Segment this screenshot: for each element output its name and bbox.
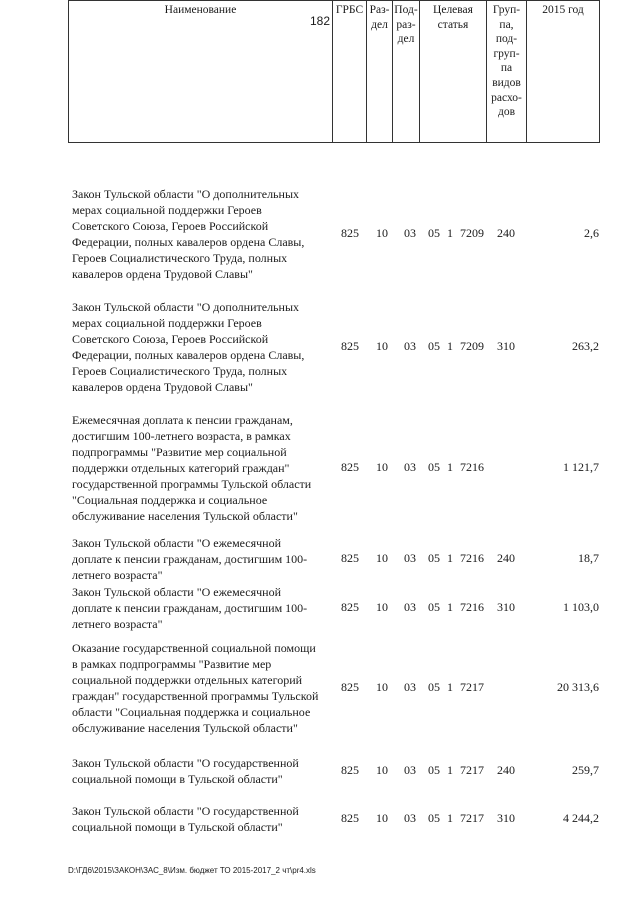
row-grbs: 825 [341,339,359,353]
row-name: Закон Тульской области "О дополнительных мерах социальной поддержки Героев Советского Союза, Героев Российской Федерации, полных кавалеров ордена Славы, Героев Социалистического Труда, полных кавалеров ордена Трудовой Славы" [72,300,305,394]
row-tsel: 05 1 7216 [428,460,484,474]
row-name: Закон Тульской области "О ежемесячной доплате к пенсии гражданам, достигшим 100- летнего возраста" [72,536,308,582]
row-name: Закон Тульской области "О дополнительных мерах социальной поддержки Героев Советского Союза, Героев Российской Федерации, полных кавалеров ордена Славы, Героев Социалистического Труда, полных кавалеров ордена Трудовой Славы" [72,187,305,281]
row-grbs: 825 [341,460,359,474]
row-grbs: 825 [341,811,359,825]
header-podrazdel: Под- раз- дел [393,0,420,143]
row-vid: 240 [497,551,515,565]
file-path-footer: D:\ГД6\2015\ЗАКОН\ЗАС_8\Изм. бюджет ТО 2015-2017_2 чт\pr4.xls [68,866,316,875]
header-razdel: Раз- дел [367,0,393,143]
row-tsel: 05 1 7217 [428,680,484,694]
row-razdel: 10 [376,680,388,694]
row-razdel: 10 [376,339,388,353]
row-grbs: 825 [341,763,359,777]
row-razdel: 10 [376,811,388,825]
row-tsel: 05 1 7217 [428,811,484,825]
row-podrazdel: 03 [404,680,416,694]
row-name: Закон Тульской области "О государственной социальной помощи в Тульской области" [72,804,299,834]
header-tselevaya-statya: Целевая статья [420,0,487,143]
row-vid: 310 [497,811,515,825]
row-tsel: 05 1 7217 [428,763,484,777]
row-grbs: 825 [341,226,359,240]
row-podrazdel: 03 [404,811,416,825]
row-sum: 2,6 [584,226,599,240]
row-name: Закон Тульской области "О ежемесячной доплате к пенсии гражданам, достигшим 100- летнего возраста" [72,585,308,631]
row-name: Ежемесячная доплата к пенсии гражданам, достигшим 100-летнего возраста, в рамках подпрограммы "Развитие мер социальной поддержки отдельных категорий граждан" государственной программы Тульской области "Социальная поддержка и социальное обслуживание населения Тульской области" [72,413,312,523]
row-razdel: 10 [376,460,388,474]
row-podrazdel: 03 [404,763,416,777]
row-tsel: 05 1 7216 [428,600,484,614]
row-razdel: 10 [376,600,388,614]
row-tsel: 05 1 7209 [428,226,484,240]
row-sum: 4 244,2 [563,811,599,825]
row-sum: 1 103,0 [563,600,599,614]
header-name: Наименование [68,0,333,143]
row-podrazdel: 03 [404,551,416,565]
row-sum: 263,2 [572,339,599,353]
row-grbs: 825 [341,551,359,565]
row-name: Оказание государственной социальной помощи в рамках подпрограммы "Развитие мер социальной поддержки отдельных категорий граждан" государственной программы Тульской области "Социальная поддержка и социальное обслуживание населения Тульской области" [72,641,319,735]
header-vid-raskhodov: Груп- па, под- груп- па видов расхо- дов [487,0,527,143]
row-grbs: 825 [341,600,359,614]
row-vid: 310 [497,600,515,614]
row-vid: 240 [497,226,515,240]
page-number: 182 [309,14,331,28]
row-sum: 20 313,6 [557,680,599,694]
row-podrazdel: 03 [404,600,416,614]
row-sum: 18,7 [578,551,599,565]
row-tsel: 05 1 7216 [428,551,484,565]
row-podrazdel: 03 [404,226,416,240]
row-sum: 259,7 [572,763,599,777]
row-name: Закон Тульской области "О государственной социальной помощи в Тульской области" [72,756,299,786]
row-vid: 310 [497,339,515,353]
header-year: 2015 год [527,0,600,143]
row-vid: 240 [497,763,515,777]
row-razdel: 10 [376,763,388,777]
row-sum: 1 121,7 [563,460,599,474]
row-razdel: 10 [376,551,388,565]
header-grbs: ГРБС [333,0,367,143]
row-podrazdel: 03 [404,339,416,353]
row-grbs: 825 [341,680,359,694]
row-razdel: 10 [376,226,388,240]
row-tsel: 05 1 7209 [428,339,484,353]
row-podrazdel: 03 [404,460,416,474]
